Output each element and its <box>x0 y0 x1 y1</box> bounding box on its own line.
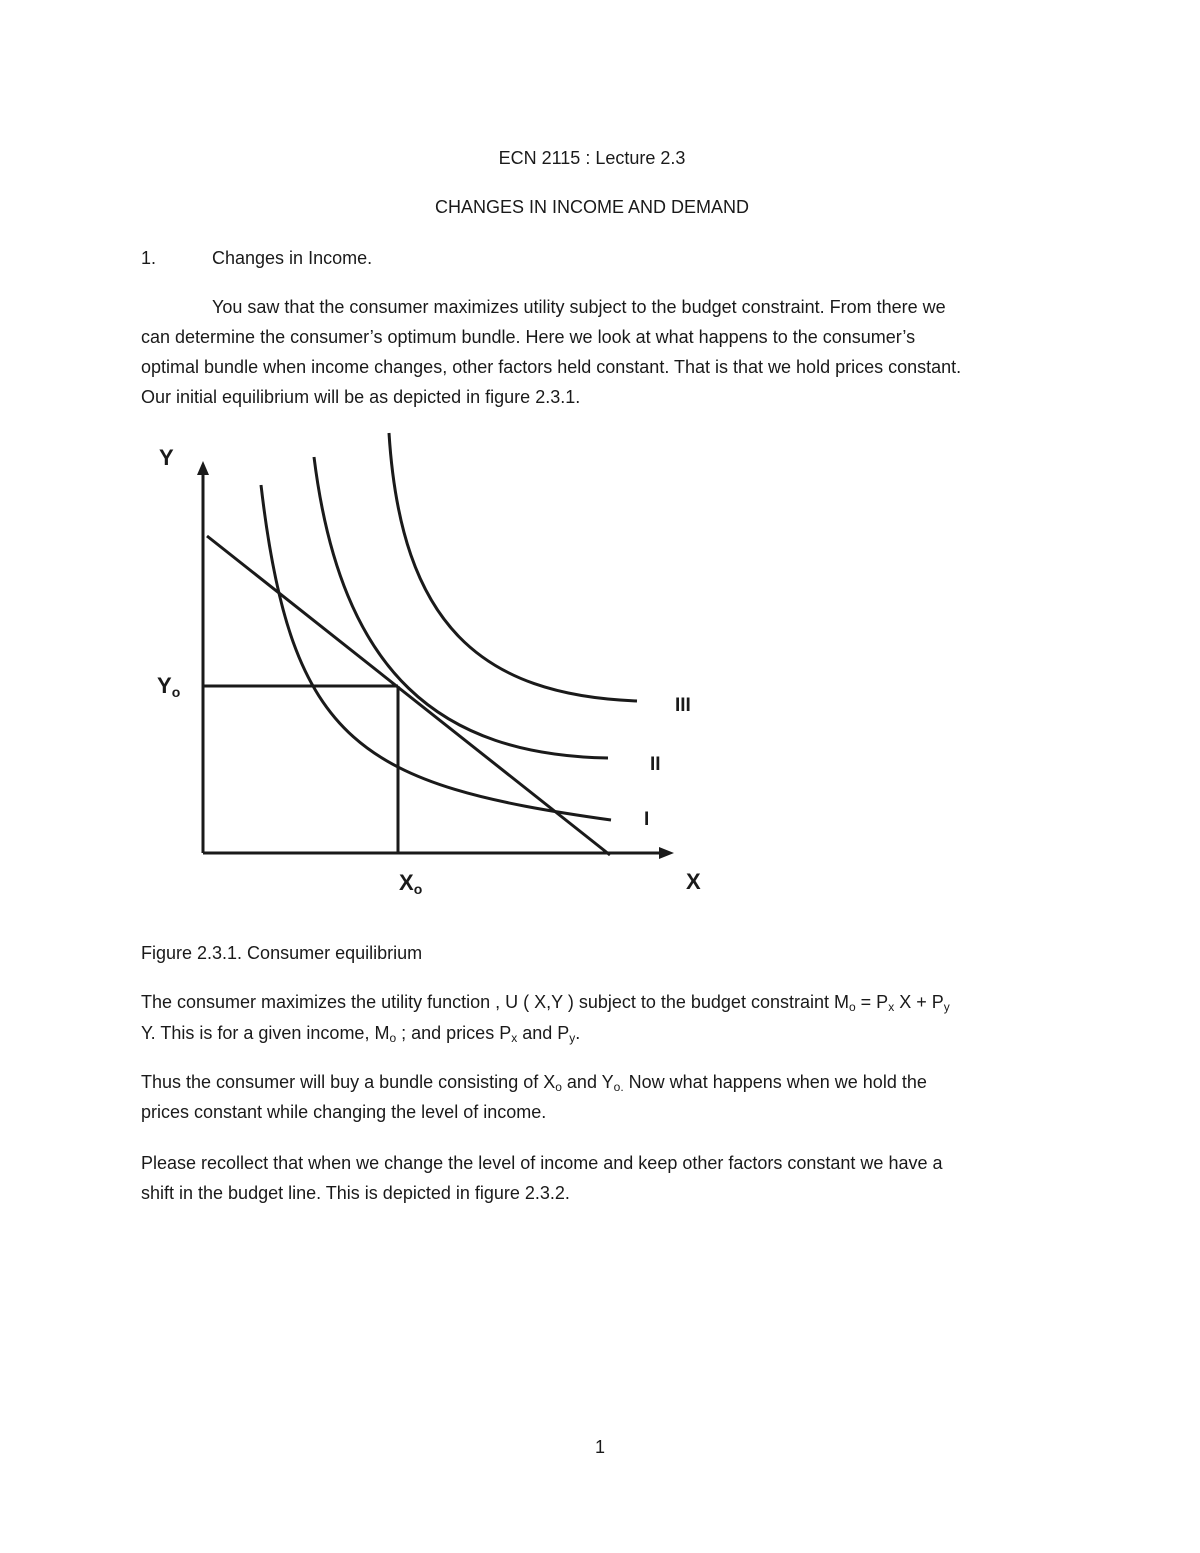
intro-line-4: Our initial equilibrium will be as depicted in figure 2.3.1. <box>141 387 581 407</box>
curve-label-II: II <box>650 754 661 775</box>
curve-label-I: I <box>644 809 650 830</box>
x-axis-arrow <box>659 847 674 859</box>
x-axis-label: X <box>686 869 701 894</box>
section-heading: Changes in Income. <box>212 248 373 268</box>
intro-line-2: can determine the consumer’s optimum bundle. Here we look at what happens to the consumer’s <box>141 327 916 347</box>
paragraph2-line-2: Y. This is for a given income, $M_o$ ; and prices $P_x$ and $P_y$. <box>141 1023 581 1045</box>
paragraph3-line-2: prices constant while changing the level of income. <box>141 1102 547 1122</box>
budget-line <box>207 536 610 855</box>
curve-label-III: III <box>675 695 691 716</box>
figure-caption: Figure 2.3.1. Consumer equilibrium <box>141 943 423 963</box>
y0-label: Yo <box>157 673 181 700</box>
y-axis-arrow <box>197 461 209 475</box>
page-number: 1 <box>594 1437 605 1457</box>
indifference-curve-III <box>389 433 637 701</box>
intro-line-3: optimal bundle when income changes, other factors held constant. That is that we hold prices constant. <box>141 357 962 377</box>
paragraph3-line-1: Thus the consumer will buy a bundle consisting of $X_o$ and $Y_{o.}$ Now what happens when we hold the <box>141 1072 927 1094</box>
intro-line-1: You saw that the consumer maximizes utility subject to the budget constraint. From there we <box>212 297 946 317</box>
course-line: ECN 2115 : Lecture 2.3 <box>498 148 686 168</box>
paragraph4-line-2: shift in the budget line. This is depicted in figure 2.3.2. <box>141 1183 570 1203</box>
equilibrium-diagram <box>141 425 721 905</box>
paragraph4-line-1: Please recollect that when we change the level of income and keep other factors constant we have a <box>141 1153 943 1173</box>
indifference-curve-I <box>261 485 611 820</box>
consumer-equilibrium-figure <box>141 425 721 905</box>
y-axis-label: Y <box>159 445 174 470</box>
x0-label: Xo <box>399 870 423 897</box>
document-title: CHANGES IN INCOME AND DEMAND <box>434 197 750 217</box>
indifference-curve-II <box>314 457 608 758</box>
paragraph2-line-1: The consumer maximizes the utility function , U ( X,Y ) subject to the budget constraint $M_o = P_x$ $X + P_y$ <box>141 992 950 1014</box>
section-number: 1. <box>141 248 157 268</box>
